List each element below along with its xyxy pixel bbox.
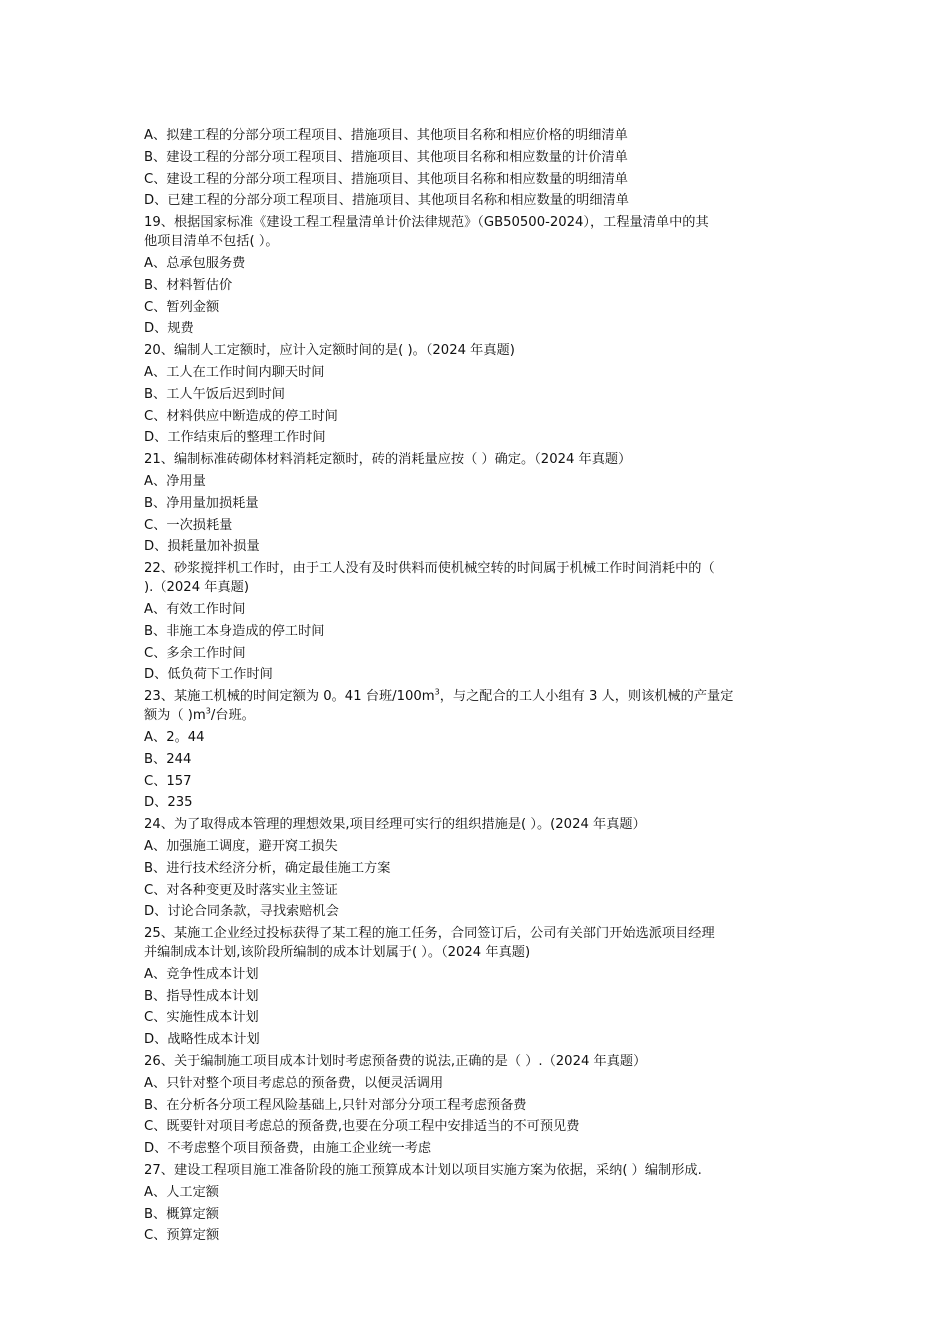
answer-option: B、建设工程的分部分项工程项目、措施项目、其他项目名称和相应数量的计价清单 bbox=[144, 149, 628, 165]
answer-option: B、工人午饭后迟到时间 bbox=[144, 386, 285, 402]
question-line: 19、根据国家标准《建设工程工程量清单计价法律规范》（GB50500-2024），工程量清单中的其 bbox=[144, 215, 709, 231]
answer-option: B、概算定额 bbox=[144, 1206, 219, 1222]
question-line: 20、编制人工定额时，应计入定额时间的是( )。（2024 年真题) bbox=[144, 343, 515, 359]
answer-option: B、进行技术经济分析，确定最佳施工方案 bbox=[144, 860, 391, 876]
question-text: /台班。 bbox=[210, 708, 255, 724]
question-stem bbox=[144, 815, 809, 834]
answer-option: A、人工定额 bbox=[144, 1184, 219, 1200]
superscript: 3 bbox=[434, 687, 440, 697]
question-stem bbox=[144, 213, 809, 251]
answer-option: A、有效工作时间 bbox=[144, 601, 246, 617]
answer-option: A、净用量 bbox=[144, 473, 206, 489]
question-stem bbox=[144, 559, 809, 597]
answer-option: A、工人在工作时间内聊天时间 bbox=[144, 364, 325, 380]
question-line: 27、建设工程项目施工准备阶段的施工预算成本计划以项目实施方案为依据，采纳( ）编制形成. bbox=[144, 1163, 702, 1179]
answer-option: B、指导性成本计划 bbox=[144, 988, 259, 1004]
answer-option: A、总承包服务费 bbox=[144, 255, 246, 271]
answer-option: A、只针对整个项目考虑总的预备费，以便灵活调用 bbox=[144, 1075, 444, 1091]
superscript: 3 bbox=[205, 706, 211, 716]
answer-option: A、加强施工调度，避开窝工损失 bbox=[144, 838, 338, 854]
answer-option: C、对各种变更及时落实业主签证 bbox=[144, 882, 338, 898]
answer-option: B、材料暂估价 bbox=[144, 277, 233, 293]
question-line bbox=[144, 706, 809, 725]
question-line: 他项目清单不包括( ）。 bbox=[144, 234, 279, 250]
question-stem bbox=[144, 341, 809, 360]
question-list bbox=[144, 126, 809, 1248]
answer-option: C、既要针对项目考虑总的预备费,也要在分项工程中安排适当的不可预见费 bbox=[144, 1119, 580, 1135]
answer-option: C、材料供应中断造成的停工时间 bbox=[144, 408, 338, 424]
question-text: ，与之配合的工人小组有 3 人，则该机械的产量定 bbox=[439, 689, 734, 705]
answer-option: B、净用量加损耗量 bbox=[144, 495, 259, 511]
question-line: 25、某施工企业经过投标获得了某工程的施工任务，合同签订后，公司有关部门开始选派项目经理 bbox=[144, 926, 715, 942]
question-line: 26、关于编制施工项目成本计划时考虑预备费的说法,正确的是（ ）.（2024 年真题） bbox=[144, 1054, 647, 1070]
answer-option: C、一次损耗量 bbox=[144, 517, 233, 533]
question-line: 21、编制标准砖砌体材料消耗定额时，砖的消耗量应按（ ）确定。（2024 年真题） bbox=[144, 452, 632, 468]
question-stem bbox=[144, 924, 809, 962]
answer-option: C、预算定额 bbox=[144, 1228, 220, 1244]
answer-option: D、损耗量加补损量 bbox=[144, 539, 260, 555]
answer-option: A、竞争性成本计划 bbox=[144, 966, 259, 982]
answer-option: D、讨论合同条款，寻找索赔机会 bbox=[144, 904, 339, 920]
answer-option: C、多余工作时间 bbox=[144, 645, 246, 661]
question-stem bbox=[144, 1052, 809, 1071]
question-text: 23、某施工机械的时间定额为 0。41 台班/100m bbox=[144, 689, 435, 705]
answer-option: D、战略性成本计划 bbox=[144, 1032, 260, 1048]
answer-option: C、暂列金额 bbox=[144, 299, 220, 315]
question-line: 24、为了取得成本管理的理想效果,项目经理可实行的组织措施是( ）。(2024 年真题） bbox=[144, 817, 646, 833]
question-stem bbox=[144, 687, 809, 725]
answer-option: C、实施性成本计划 bbox=[144, 1010, 259, 1026]
question-line: ).（2024 年真题) bbox=[144, 580, 249, 596]
question-stem bbox=[144, 1161, 809, 1180]
answer-option: D、已建工程的分部分项工程项目、措施项目、其他项目名称和相应数量的明细清单 bbox=[144, 193, 629, 209]
answer-option: A、2。44 bbox=[144, 729, 205, 745]
answer-option: D、规费 bbox=[144, 321, 194, 337]
answer-option: B、244 bbox=[144, 751, 192, 767]
question-line bbox=[144, 687, 809, 706]
answer-option: C、157 bbox=[144, 773, 192, 789]
answer-option: D、工作结束后的整理工作时间 bbox=[144, 430, 326, 446]
answer-option: B、非施工本身造成的停工时间 bbox=[144, 623, 325, 639]
question-stem bbox=[144, 450, 809, 469]
answer-option: A、拟建工程的分部分项工程项目、措施项目、其他项目名称和相应价格的明细清单 bbox=[144, 128, 628, 143]
answer-option: D、不考虑整个项目预备费，由施工企业统一考虑 bbox=[144, 1141, 432, 1157]
question-line: 22、砂浆搅拌机工作时，由于工人没有及时供料而使机械空转的时间属于机械工作时间消耗中的（ bbox=[144, 561, 715, 577]
answer-option: B、在分析各分项工程风险基础上,只针对部分分项工程考虑预备费 bbox=[144, 1097, 527, 1113]
answer-option: D、低负荷下工作时间 bbox=[144, 667, 273, 683]
answer-option: C、建设工程的分部分项工程项目、措施项目、其他项目名称和相应数量的明细清单 bbox=[144, 171, 628, 187]
question-text: 额为（ )m bbox=[144, 708, 206, 724]
answer-option: D、235 bbox=[144, 795, 193, 811]
question-line: 并编制成本计划,该阶段所编制的成本计划属于( ）。（2024 年真题) bbox=[144, 945, 531, 961]
